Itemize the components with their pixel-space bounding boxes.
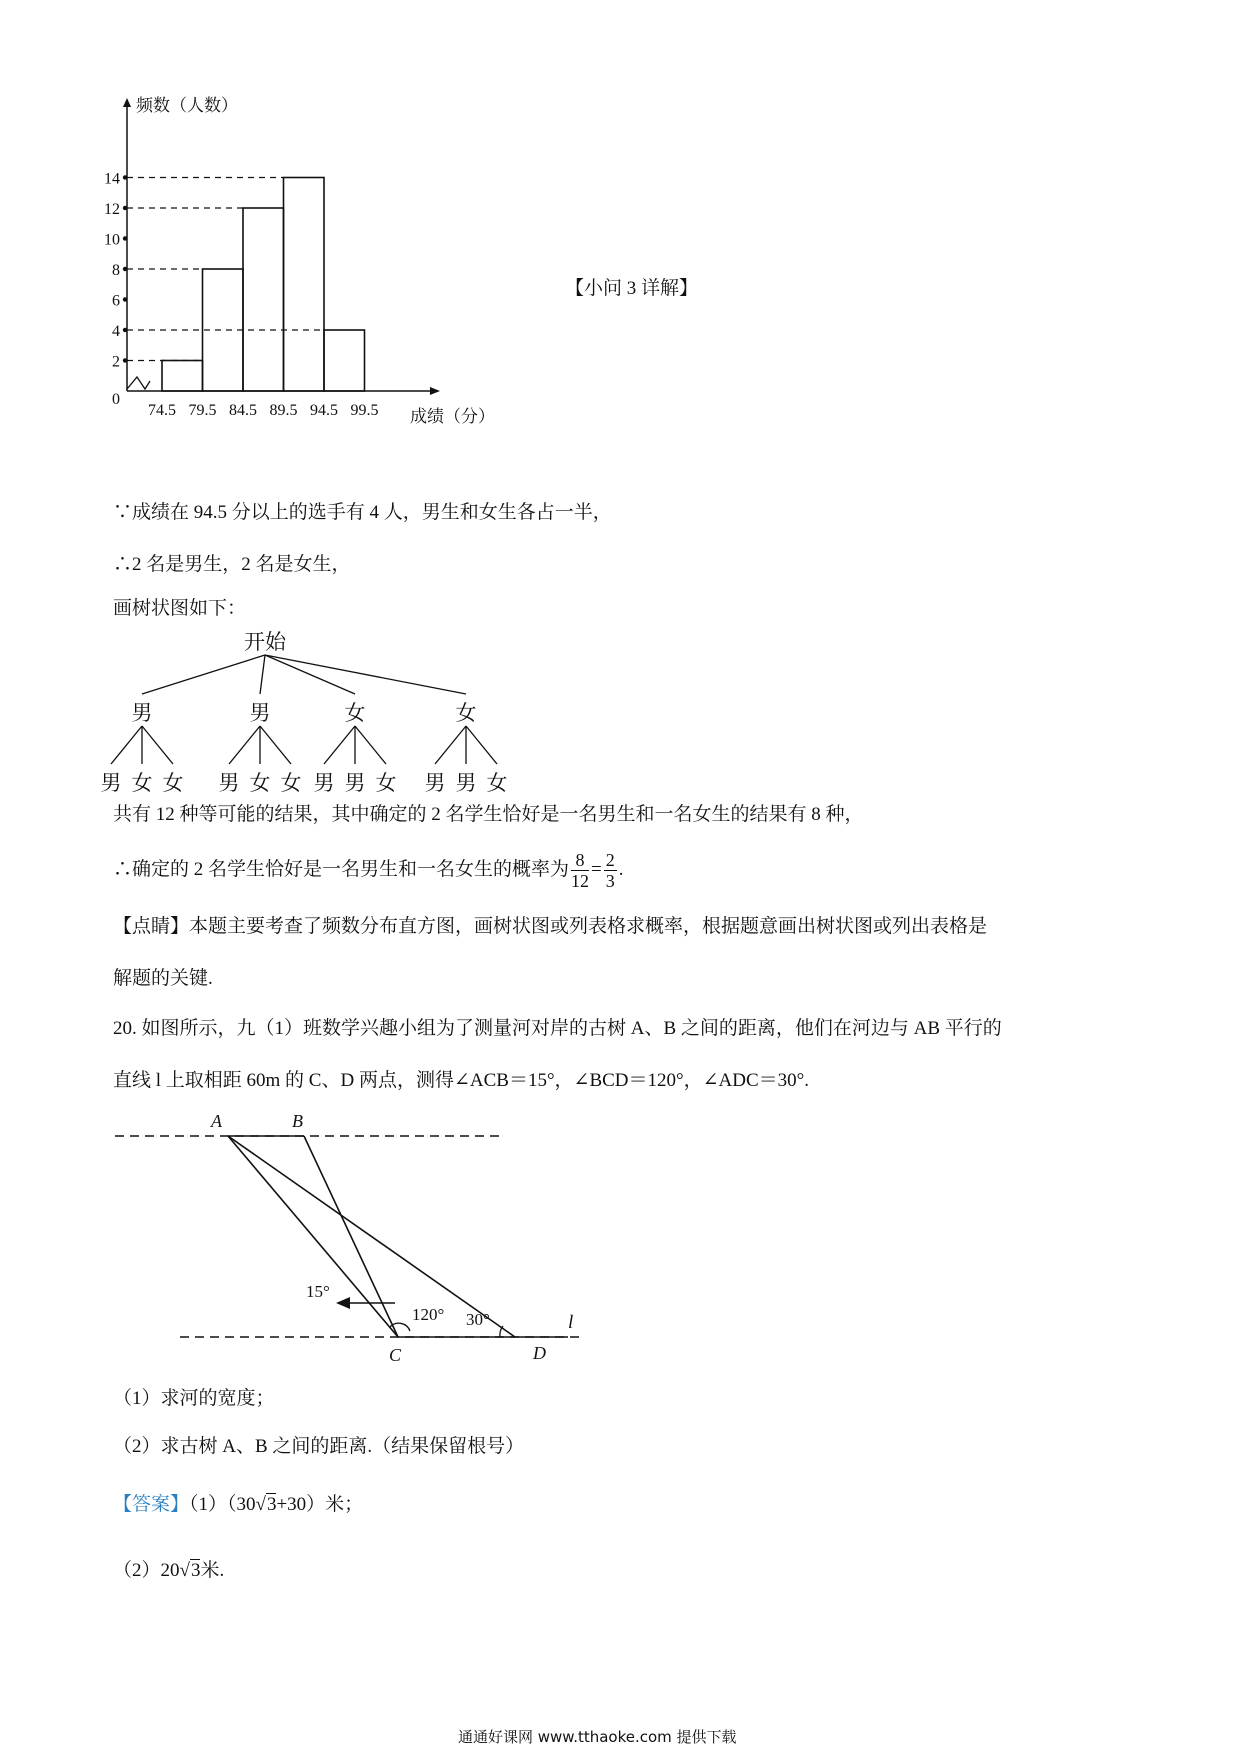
answer-label: 【答案】 (113, 1494, 190, 1515)
tree-root-label: 开始 (244, 630, 286, 654)
y-tick-label: 4 (112, 323, 120, 340)
tree-level2-node: 男 (424, 771, 446, 795)
text-line-1: ∵成绩在 94.5 分以上的选手有 4 人，男生和女生各占一半， (113, 502, 612, 523)
tree-branch (435, 726, 466, 764)
fraction-denominator: 12 (571, 871, 590, 891)
tree-branch (355, 726, 386, 764)
tree-branch (229, 726, 260, 764)
x-tick-label: 99.5 (350, 402, 379, 419)
fraction-numerator: 8 (571, 850, 589, 871)
q20-line-2: 直线 l 上取相距 60m 的 C、D 两点，测得∠ACB＝15°，∠BCD＝120°，∠ADC＝30°. (113, 1070, 810, 1091)
angle-15-label: 15° (306, 1282, 330, 1301)
y-tick-label: 10 (104, 231, 120, 249)
tree-level1-node: 男 (249, 701, 271, 725)
tree-level2-node: 男 (344, 771, 366, 795)
y-axis-title: 频数（人数） (136, 96, 238, 115)
probability-line: ∴确定的 2 名学生恰好是一名男生和一名女生的概率为 $\frac{8}{12}$ = $\frac{2}{3}$ . (113, 850, 624, 891)
angle-120-label: 120° (412, 1305, 445, 1324)
tree-level2-node: 男 (313, 771, 335, 795)
y-tick-label: 6 (112, 292, 120, 310)
point-d-label: D (533, 1343, 546, 1363)
y-tick-dot (123, 175, 127, 179)
tree-branch (324, 726, 355, 764)
arrow-left-icon (336, 1297, 350, 1309)
answer2-suffix: 米. (200, 1560, 225, 1581)
comment-line-1: 【点睛】本题主要考查了频数分布直方图，画树状图或列表格求概率，根据题意画出树状图或列出表格是 (113, 916, 988, 937)
answer2-prefix: （2）20 (113, 1560, 180, 1581)
point-c-label: C (389, 1345, 402, 1365)
tree-level2-node: 女 (280, 771, 302, 795)
question-1: （1）求河的宽度； (113, 1388, 275, 1409)
answer1-radicand: 3 (266, 1494, 277, 1515)
histogram-bar (284, 178, 325, 392)
tree-branch (466, 726, 497, 764)
tree-level2-node: 男 (455, 771, 477, 795)
tree-level2-node: 男 (218, 771, 240, 795)
y-tick-label: 2 (112, 353, 120, 371)
y-tick-dot (123, 297, 127, 301)
y-tick-dot (123, 358, 127, 362)
y-tick-label: 12 (104, 201, 120, 218)
tree-branch (142, 726, 173, 764)
tree-branch (265, 655, 355, 694)
histogram-bar (162, 361, 203, 392)
tree-branch (265, 655, 466, 694)
answer-line-2: （2）20√3米. (113, 1560, 225, 1581)
x-axis-title: 成绩（分） (410, 407, 495, 426)
y-tick-label: 14 (104, 170, 120, 188)
y-tick-label: 0 (112, 391, 120, 408)
tree-level2-node: 女 (249, 771, 271, 795)
answer1-prefix: （1）（30 (189, 1494, 256, 1515)
x-tick-label: 79.5 (188, 402, 217, 419)
probability-text: ∴确定的 2 名学生恰好是一名男生和一名女生的概率为 (113, 858, 570, 880)
fraction-2-3 (604, 850, 617, 891)
fraction-denominator: 3 (605, 871, 615, 891)
geometry-figure (110, 1105, 590, 1365)
tree-level2-node: 女 (375, 771, 397, 795)
tree-branch (260, 726, 291, 764)
fraction-8-12 (571, 850, 589, 891)
answer2-radicand: 3 (190, 1560, 201, 1581)
probability-period: . (618, 858, 624, 880)
tree-level2-node: 男 (100, 771, 122, 795)
tree-branch (111, 726, 142, 764)
text-line-4: 共有 12 种等可能的结果，其中确定的 2 名学生恰好是一名男生和一名女生的结果有 8 种， (113, 804, 864, 825)
page-footer: 通通好课网 www.tthaoke.com 提供下载 (458, 1728, 737, 1746)
y-tick-dot (123, 328, 127, 332)
tree-level1-node: 男 (131, 701, 153, 725)
tree-level1-node: 女 (344, 701, 366, 725)
y-tick-dot (123, 236, 127, 240)
x-tick-label: 94.5 (310, 402, 338, 419)
tree-level1-node: 女 (455, 701, 477, 725)
sub3-heading: 【小问 3 详解】 (565, 278, 699, 299)
x-tick-label: 84.5 (229, 402, 257, 419)
line-l-label: l (568, 1312, 574, 1333)
x-tick-label: 74.5 (148, 402, 176, 419)
text-line-2: ∴2 名是男生，2 名是女生， (113, 554, 351, 575)
q20-line-1: 20. 如图所示，九（1）班数学兴趣小组为了测量河对岸的古树 A、B 之间的距离，他们在河边与 AB 平行的 (113, 1018, 1002, 1039)
x-axis-arrow-icon (430, 387, 440, 395)
point-a-label: A (211, 1111, 222, 1131)
y-axis-arrow-icon (123, 98, 131, 107)
text-line-3: 画树状图如下： (113, 598, 247, 619)
tree-level2-node: 女 (162, 771, 184, 795)
y-tick-label: 8 (112, 262, 120, 279)
y-tick-dot (123, 267, 127, 271)
axis-break-mark (127, 377, 150, 389)
tree-diagram (100, 625, 530, 795)
histogram-bar (324, 330, 365, 391)
answer1-suffix: +30）米； (276, 1494, 364, 1515)
point-b-label: B (292, 1111, 303, 1131)
tree-level2-node: 女 (486, 771, 508, 795)
answer-line-1: 【答案】（1）（30√3+30）米； (113, 1494, 364, 1515)
question-2: （2）求古树 A、B 之间的距离.（结果保留根号） (113, 1436, 525, 1457)
segment-bc (304, 1136, 398, 1337)
y-tick-dot (123, 206, 127, 210)
tree-level2-node: 女 (131, 771, 153, 795)
fraction-numerator: 2 (605, 850, 615, 870)
histogram-chart (104, 90, 550, 480)
comment-line-2: 解题的关键. (113, 968, 213, 989)
angle-30-label: 30° (466, 1310, 490, 1329)
tree-branch (142, 655, 265, 694)
tree-branch (260, 655, 265, 694)
histogram-bar (243, 208, 284, 391)
x-tick-label: 89.5 (269, 402, 298, 419)
